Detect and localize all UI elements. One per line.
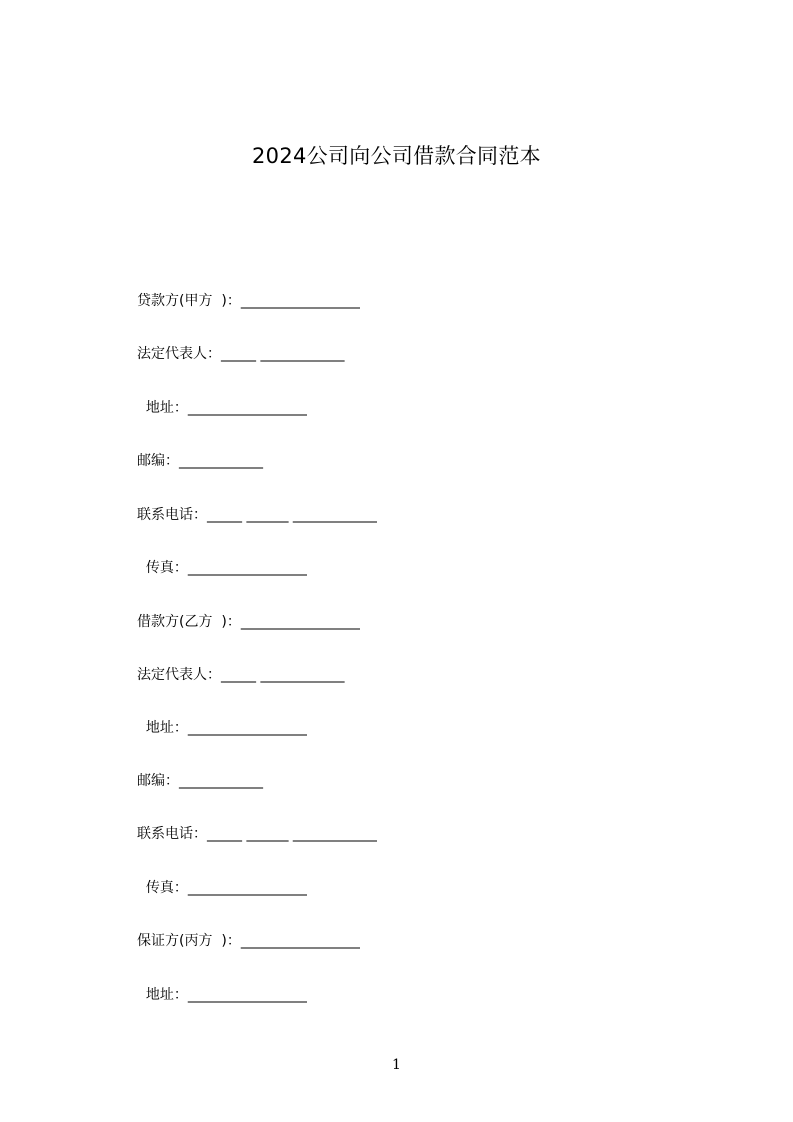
- lender-postcode-field: 邮编：____________: [137, 453, 263, 469]
- lender-address-field: 地址：_________________: [137, 400, 307, 416]
- document-title: 2024公司向公司借款合同范本: [252, 144, 541, 168]
- lender-fax-field: 传真：_________________: [137, 560, 307, 576]
- borrower-address-field: 地址：_________________: [137, 720, 307, 736]
- page-number: 1: [392, 1057, 401, 1073]
- guarantor-field: 保证方(丙方 )：_________________: [137, 933, 360, 949]
- borrower-phone-field: 联系电话：_____ ______ ____________: [137, 826, 377, 842]
- borrower-field: 借款方(乙方 )：_________________: [137, 614, 360, 630]
- lender-phone-field: 联系电话：_____ ______ ____________: [137, 507, 377, 523]
- borrower-legal-rep-field: 法定代表人：_____ ____________: [137, 667, 345, 683]
- lender-field: 贷款方(甲方 )：_________________: [137, 293, 360, 309]
- borrower-postcode-field: 邮编：____________: [137, 773, 263, 789]
- borrower-fax-field: 传真：_________________: [137, 880, 307, 896]
- lender-legal-rep-field: 法定代表人：_____ ____________: [137, 346, 345, 362]
- guarantor-address-field: 地址：_________________: [137, 987, 307, 1003]
